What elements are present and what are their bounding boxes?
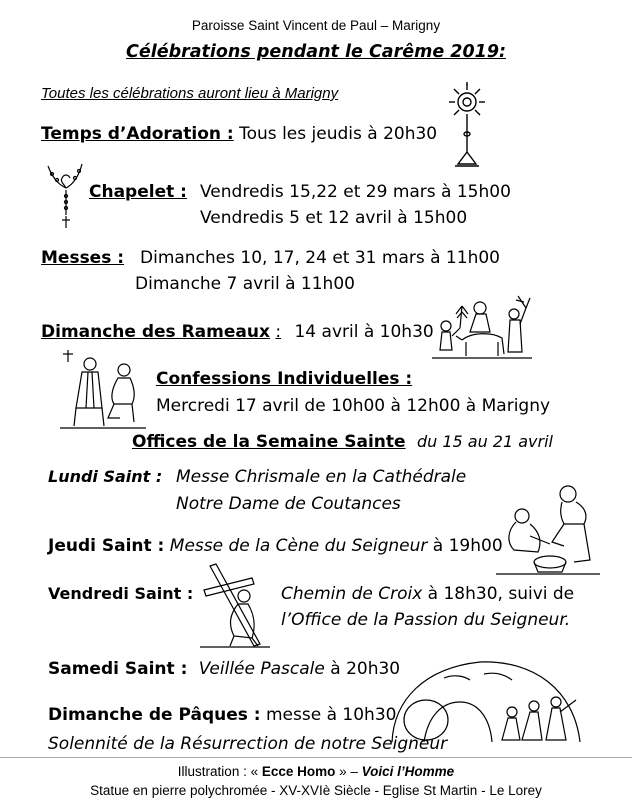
- adoration-text: Tous les jeudis à 20h30: [239, 124, 438, 144]
- foot-washing-illustration: [494, 480, 602, 576]
- vendredi-row: [281, 584, 574, 604]
- samedi-time: à 20h30: [330, 659, 401, 679]
- vendredi-time: à 18h30, suivi de: [427, 584, 575, 604]
- rameaux-separator: :: [275, 322, 282, 342]
- vendredi-line2: l’Office de la Passion du Seigneur.: [281, 610, 571, 630]
- chapelet-line2: Vendredis 5 et 12 avril à 15h00: [200, 208, 468, 228]
- rameaux-row: [41, 322, 434, 342]
- footer-title: Ecce Homo: [261, 764, 336, 779]
- jeudi-time: à 19h00: [432, 536, 503, 556]
- messes-line1: Dimanches 10, 17, 24 et 31 mars à 11h00: [140, 248, 500, 268]
- lundi-line1: Messe Chrismale en la Cathédrale: [176, 467, 467, 487]
- paques-row: [48, 705, 396, 725]
- paques-label: Dimanche de Pâques :: [48, 705, 261, 725]
- cross-bearing-illustration: [200, 560, 278, 648]
- jeudi-label: Jeudi Saint :: [48, 536, 165, 556]
- footer-mid: » –: [335, 764, 362, 779]
- offices-label: Offices de la Semaine Sainte: [132, 432, 406, 452]
- adoration-row: [41, 124, 437, 144]
- page-title: Célébrations pendant le Carême 2019:: [125, 42, 507, 62]
- footer-statue-info: Statue en pierre polychromée - XV-XVIè Siècle - Eglise St Martin - Le Lorey: [90, 783, 542, 798]
- vendredi-event: Chemin de Croix: [281, 584, 423, 604]
- jeudi-event: Messe de la Cène du Seigneur: [169, 536, 428, 556]
- lundi-label: Lundi Saint :: [48, 467, 163, 486]
- empty-tomb-illustration: [384, 650, 584, 744]
- footer-prefix: Illustration : «: [177, 764, 262, 779]
- offices-dates: du 15 au 21 avril: [416, 432, 553, 451]
- samedi-label: Samedi Saint :: [48, 659, 188, 679]
- offices-row: [132, 432, 553, 452]
- adoration-label: Temps d’Adoration :: [41, 124, 234, 144]
- chapelet-line1: Vendredis 15,22 et 29 mars à 15h00: [200, 182, 511, 202]
- footer-divider: [0, 757, 632, 758]
- parish-name: Paroisse Saint Vincent de Paul – Marigny: [191, 18, 441, 33]
- confessions-label: Confessions Individuelles :: [156, 369, 413, 389]
- footer-illustration-credit: [0, 764, 632, 779]
- samedi-event: Veillée Pascale: [198, 659, 325, 679]
- footer-subtitle: Voici l’Homme: [361, 764, 455, 779]
- page-subtitle: Toutes les célébrations auront lieu à Marigny: [41, 85, 339, 102]
- monstrance-icon: [438, 82, 496, 172]
- paques-line2: Solennité de la Résurrection de notre Seigneur: [48, 734, 448, 754]
- samedi-row: [48, 659, 400, 679]
- messes-label: Messes :: [41, 248, 125, 268]
- chapelet-label: Chapelet :: [89, 182, 187, 202]
- rameaux-label: Dimanche des Rameaux: [41, 322, 270, 342]
- palm-sunday-illustration: [432, 288, 532, 360]
- paques-text: messe à 10h30: [266, 705, 397, 725]
- confessions-text: Mercredi 17 avril de 10h00 à 12h00 à Marigny: [156, 396, 551, 416]
- messes-line2: Dimanche 7 avril à 11h00: [135, 274, 355, 294]
- jeudi-row: [48, 536, 503, 556]
- confession-illustration: [58, 348, 148, 430]
- rameaux-text: 14 avril à 10h30: [294, 322, 434, 342]
- lundi-line2: Notre Dame de Coutances: [176, 494, 401, 514]
- vendredi-label: Vendredi Saint :: [48, 584, 194, 603]
- rosary-icon: [44, 160, 88, 230]
